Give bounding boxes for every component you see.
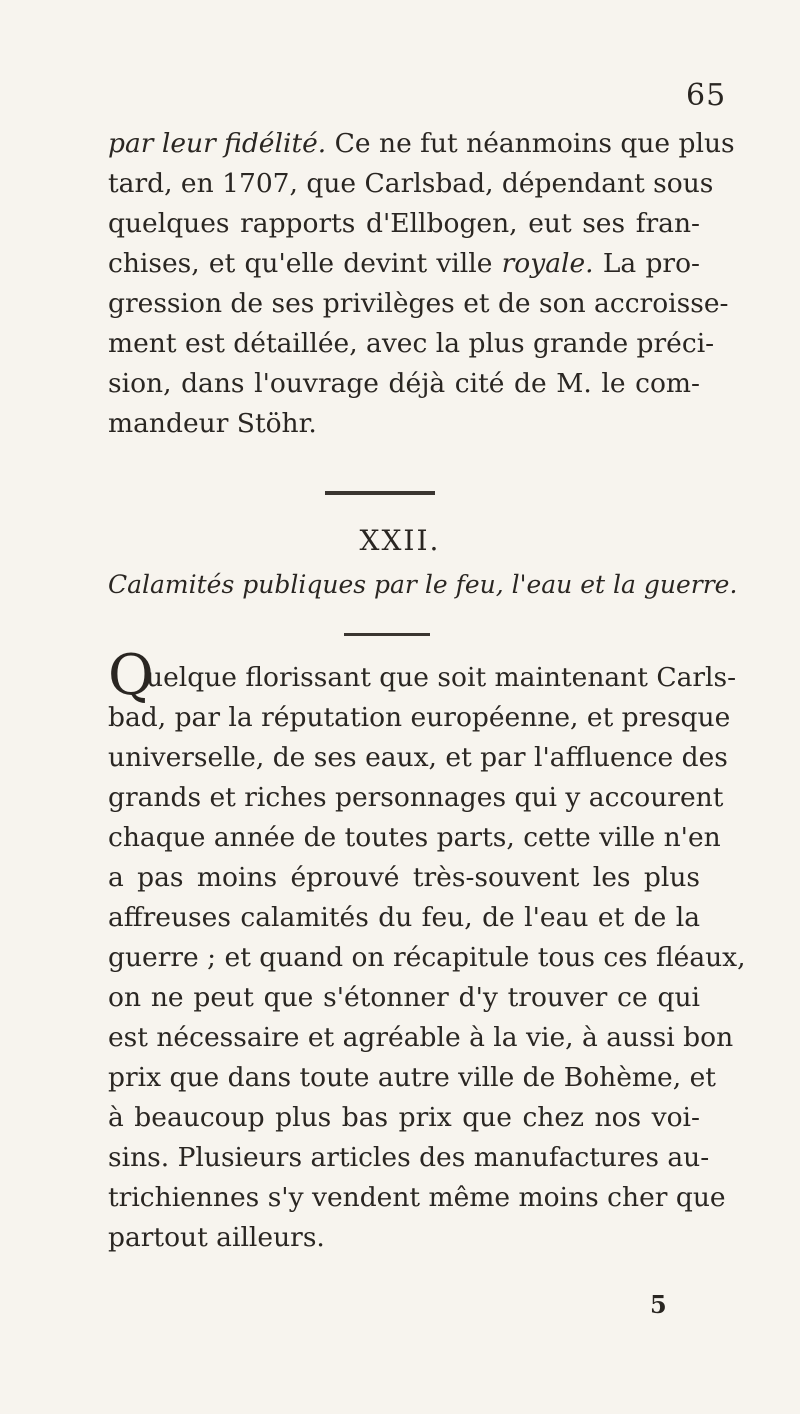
page-number: 65 bbox=[686, 78, 727, 113]
drop-cap: Q bbox=[108, 643, 154, 708]
text-line bbox=[108, 124, 735, 164]
text-line: a pas moins éprouvé très-souvent les plus bbox=[108, 862, 700, 893]
section-number: XXII. bbox=[359, 524, 441, 557]
title-divider bbox=[344, 633, 430, 636]
text-line: trichiennes s'y vendent même moins cher que bbox=[108, 1182, 726, 1213]
text-line: sins. Plusieurs articles des manufactures au- bbox=[108, 1142, 710, 1173]
text-line: grands et riches personnages qui y accourent bbox=[108, 782, 724, 813]
text-line: gression de ses privilèges et de son accroisse- bbox=[108, 288, 729, 319]
paragraph-main bbox=[108, 658, 746, 1258]
text-line: est nécessaire et agréable à la vie, à aussi bon bbox=[108, 1022, 734, 1053]
text-line: chaque année de toutes parts, cette ville n'en bbox=[108, 822, 721, 853]
text-line: ment est détaillée, avec la plus grande préci- bbox=[108, 328, 715, 359]
paragraph-intro bbox=[108, 124, 735, 444]
text-segment: La pro- bbox=[593, 248, 700, 279]
text-line: bad, par la réputation européenne, et presque bbox=[108, 702, 731, 733]
text-line bbox=[108, 244, 700, 284]
text-line: sion, dans l'ouvrage déjà cité de M. le com- bbox=[108, 368, 700, 399]
text-segment: chises, et qu'elle devint ville bbox=[108, 248, 502, 279]
text-line: guerre ; et quand on récapitule tous ces fléaux, bbox=[108, 942, 746, 973]
italic-phrase: par leur fidélité. bbox=[108, 128, 327, 159]
section-divider bbox=[325, 491, 435, 495]
text-line: partout ailleurs. bbox=[108, 1222, 325, 1253]
text-line: tard, en 1707, que Carlsbad, dépendant sous bbox=[108, 168, 714, 199]
signature-mark: 5 bbox=[650, 1290, 667, 1319]
italic-phrase: royale. bbox=[501, 248, 594, 279]
section-title: Calamités publiques par le feu, l'eau et la guerre. bbox=[108, 570, 738, 599]
text-line: prix que dans toute autre ville de Bohème, et bbox=[108, 1062, 716, 1093]
text-line: affreuses calamités du feu, de l'eau et de la bbox=[108, 902, 700, 933]
text-segment: Ce ne fut néanmoins que plus bbox=[326, 128, 735, 159]
text-line: mandeur Stöhr. bbox=[108, 408, 317, 439]
text-line: universelle, de ses eaux, et par l'affluence des bbox=[108, 742, 728, 773]
text-line: on ne peut que s'étonner d'y trouver ce qui bbox=[108, 982, 700, 1013]
text-line: quelques rapports d'Ellbogen, eut ses fran- bbox=[108, 208, 700, 239]
text-line: à beaucoup plus bas prix que chez nos voi- bbox=[108, 1102, 700, 1133]
text-line: uelque florissant que soit maintenant Carls- bbox=[146, 662, 737, 693]
